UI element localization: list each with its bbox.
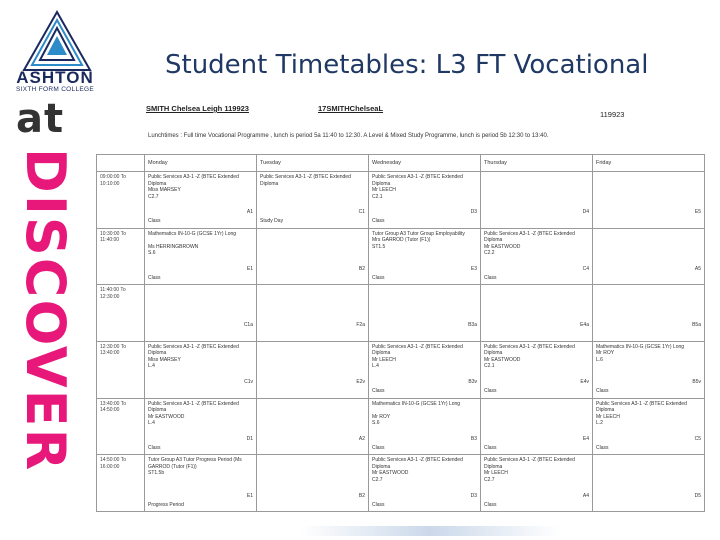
discover-wordmark: DISCOVER — [14, 148, 77, 473]
period-code: E4 — [582, 435, 589, 442]
time-slot-label: 12:30:00 To — [100, 343, 127, 350]
lesson-detail: Diploma — [596, 407, 615, 414]
lesson-detail: Mr EASTWOOD — [484, 356, 521, 363]
lesson-cell[interactable] — [369, 285, 481, 342]
lesson-type: Class — [148, 274, 161, 281]
lesson-detail: Diploma — [148, 407, 167, 414]
lesson-cell[interactable] — [481, 398, 593, 455]
lesson-cell[interactable] — [257, 285, 369, 342]
lesson-detail: C2.7 — [372, 476, 383, 483]
lesson-detail: L.6 — [596, 356, 603, 363]
lesson-detail: Mr LEECH — [372, 356, 396, 363]
lesson-cell[interactable] — [369, 228, 481, 285]
lesson-cell[interactable] — [257, 398, 369, 455]
lesson-type: Class — [484, 444, 497, 451]
period-code: E4a — [580, 322, 589, 329]
lesson-detail: C2.7 — [484, 476, 495, 483]
at-text: at — [16, 96, 65, 142]
lesson-type: Study Day — [260, 218, 284, 225]
lesson-cell[interactable] — [481, 285, 593, 342]
lesson-detail: Public Services A3-1 -Z (BTEC Extended — [484, 343, 575, 350]
lesson-detail: Mrs GARROD (Tutor (F1)) — [372, 237, 431, 244]
lesson-detail: Mr ROY — [596, 350, 615, 357]
lesson-type: Class — [148, 218, 161, 225]
lesson-detail: Public Services A3-1 -Z (BTEC Extended — [372, 174, 463, 180]
lesson-detail: C2.7 — [148, 193, 159, 200]
lesson-cell[interactable] — [257, 172, 369, 229]
lunch-note: Lunchtimes : Full time Vocational Programme , lunch is period 5a 11:40 to 12:30. A Level & Mixed Study Programme, lunch is period 5b 12:30 to 13:40. — [148, 133, 549, 139]
lesson-detail: Public Services A3-1 -Z (BTEC Extended — [148, 174, 239, 180]
day-header: Tuesday — [257, 155, 369, 172]
lesson-detail: Diploma — [148, 350, 167, 357]
period-code: D1 — [246, 435, 253, 442]
lesson-cell[interactable] — [481, 455, 593, 512]
timetable-row — [97, 228, 705, 285]
time-slot-label: 12:30:00 — [100, 293, 120, 300]
lesson-detail: C2.2 — [484, 250, 495, 257]
period-code: B5v — [692, 379, 701, 386]
lesson-detail: Miss MARSEY — [148, 187, 181, 193]
time-slot-cell — [97, 285, 145, 342]
lesson-cell[interactable] — [481, 228, 593, 285]
lesson-detail: Public Services A3-1 -Z (BTEC Extended — [484, 457, 575, 464]
period-code: B2 — [358, 492, 365, 499]
lesson-detail: Diploma — [484, 237, 503, 244]
lesson-detail: L.4 — [148, 420, 155, 427]
lesson-detail: Public Services A3-1 -Z (BTEC Extended — [596, 400, 687, 407]
period-code: E1 — [246, 265, 253, 272]
lesson-cell[interactable] — [257, 455, 369, 512]
corner-cell — [97, 155, 145, 172]
lesson-cell[interactable] — [593, 285, 705, 342]
lesson-detail: Ms HERRINGBROWN — [148, 243, 199, 250]
lesson-type: Class — [372, 274, 385, 281]
period-code: B2 — [358, 265, 365, 272]
lesson-detail: Diploma — [372, 463, 391, 470]
time-slot-label: 09:00:00 To — [100, 174, 127, 180]
time-slot-label: 14:50:00 — [100, 407, 120, 414]
lesson-cell[interactable] — [593, 228, 705, 285]
logo-name: ASHTON — [16, 68, 94, 87]
time-slot-cell — [97, 341, 145, 398]
period-code: B3v — [468, 379, 477, 386]
lesson-detail: Public Services A3-1 -Z (BTEC Extended — [148, 343, 239, 350]
lesson-detail: Mathematics IN-10-G (GCSE 1Yr) Long — [372, 400, 461, 407]
lesson-cell[interactable] — [481, 341, 593, 398]
lesson-type: Class — [372, 388, 385, 395]
period-code: B5a — [692, 322, 701, 329]
day-header: Wednesday — [369, 155, 481, 172]
student-name-code: SMITH Chelsea Leigh 119923 — [146, 104, 249, 113]
lesson-detail: S.6 — [372, 420, 380, 427]
period-code: C1a — [243, 322, 253, 329]
timetable-row — [97, 341, 705, 398]
lesson-type: Class — [148, 444, 161, 451]
period-code: D4 — [582, 209, 589, 216]
period-code: C1 — [358, 209, 365, 216]
lesson-detail: Miss MARSEY — [148, 356, 181, 363]
lesson-detail: Mathematics IN-10-G (GCSE 1Yr) Long — [596, 343, 685, 350]
time-slot-cell — [97, 228, 145, 285]
lesson-detail: Public Services A3-1 -Z (BTEC Extended — [372, 343, 463, 350]
timetable-row — [97, 285, 705, 342]
lesson-cell[interactable] — [145, 398, 257, 455]
lesson-type: Class — [372, 501, 385, 508]
lesson-cell[interactable] — [593, 398, 705, 455]
period-code: D3 — [470, 492, 477, 499]
lesson-cell[interactable] — [145, 455, 257, 512]
logo-subtitle: SIXTH FORM COLLEGE — [16, 86, 94, 93]
lesson-detail: Mr LEECH — [596, 413, 620, 420]
lesson-type: Class — [484, 501, 497, 508]
lesson-detail: C2.1 — [372, 193, 383, 200]
page-title: Student Timetables: L3 FT Vocational — [165, 50, 649, 80]
lesson-cell[interactable] — [593, 172, 705, 229]
lesson-detail: ST1.5 — [372, 243, 386, 250]
time-slot-label: 10:30:00 To — [100, 230, 127, 237]
lesson-type: Class — [372, 444, 385, 451]
lesson-cell[interactable] — [369, 172, 481, 229]
time-slot-label: 14:50:00 To — [100, 457, 127, 464]
lesson-type: Class — [484, 274, 497, 281]
lesson-type: Progress Period — [148, 501, 184, 508]
lesson-detail: Mr EASTWOOD — [148, 413, 185, 420]
period-code: A2 — [358, 435, 365, 442]
lesson-detail: Diploma — [372, 350, 391, 357]
time-slot-label: 13:40:00 To — [100, 400, 127, 407]
lesson-detail: Public Services A3-1 -Z (BTEC Extended — [148, 400, 239, 407]
lesson-detail: L.2 — [596, 420, 603, 427]
lesson-cell[interactable] — [481, 172, 593, 229]
lesson-detail: Public Services A3-1 -Z (BTEC Extended — [484, 230, 575, 237]
time-slot-cell — [97, 455, 145, 512]
period-code: E2v — [356, 379, 365, 386]
period-code: B3a — [468, 322, 477, 329]
lesson-type: Class — [372, 218, 385, 225]
period-code: E3 — [470, 265, 477, 272]
time-slot-label: 11:40:00 — [100, 237, 120, 244]
lesson-type: Class — [484, 388, 497, 395]
lesson-type: Class — [596, 388, 609, 395]
lesson-detail: Diploma — [372, 180, 391, 187]
lesson-cell[interactable] — [145, 172, 257, 229]
period-code: A4 — [582, 492, 589, 499]
lesson-detail: GARROD (Tutor (F1)) — [148, 463, 197, 470]
lesson-detail: Mr EASTWOOD — [372, 470, 409, 477]
time-slot-label: 11:40:00 To — [100, 287, 126, 294]
period-code: D3 — [470, 209, 477, 216]
lesson-detail: Mathematics IN-10-G (GCSE 1Yr) Long — [148, 230, 237, 237]
day-header: Friday — [593, 155, 705, 172]
lesson-cell[interactable] — [369, 398, 481, 455]
lesson-detail: Diploma — [260, 180, 279, 187]
timetable-row — [97, 398, 705, 455]
page-edge-decoration — [704, 140, 716, 320]
lesson-cell[interactable] — [145, 228, 257, 285]
lesson-detail: ST1.5b — [148, 470, 165, 477]
time-slot-cell — [97, 172, 145, 229]
period-code: C1v — [244, 379, 253, 386]
lesson-detail: Mr LEECH — [484, 470, 508, 477]
lesson-detail: L.4 — [372, 363, 379, 370]
time-slot-cell — [97, 398, 145, 455]
timetable-grid — [96, 154, 705, 512]
lesson-detail: L.4 — [148, 363, 155, 370]
day-header: Monday — [145, 155, 257, 172]
timetable-id: 17SMITHChelseaL — [318, 104, 384, 113]
lesson-detail: Mr LEECH — [372, 187, 396, 193]
lesson-type: Class — [596, 444, 609, 451]
lesson-detail: Public Services A3-1 -Z (BTEC Extended — [260, 174, 351, 180]
lesson-detail: Tutor Group A3 Tutor Progress Period (Ms — [148, 457, 242, 464]
lesson-cell[interactable] — [145, 285, 257, 342]
lesson-cell[interactable] — [145, 341, 257, 398]
lesson-cell[interactable] — [257, 341, 369, 398]
lesson-detail: Mr ROY — [372, 413, 391, 420]
day-header: Thursday — [481, 155, 593, 172]
period-code: B3 — [470, 435, 477, 442]
lesson-detail: Diploma — [484, 350, 503, 357]
lesson-detail: Diploma — [484, 463, 503, 470]
period-code: E4v — [580, 379, 589, 386]
lesson-detail: Mr EASTWOOD — [484, 243, 521, 250]
timetable-row — [97, 172, 705, 229]
bottom-decoration — [300, 526, 560, 536]
lesson-detail: Diploma — [148, 180, 167, 187]
period-code: F2a — [356, 322, 365, 329]
period-code: A5 — [694, 265, 701, 272]
lesson-cell[interactable] — [369, 341, 481, 398]
period-code: E1 — [246, 492, 253, 499]
student-number: 119923 — [600, 110, 625, 119]
period-code: E5 — [694, 209, 701, 216]
timetable-row — [97, 455, 705, 512]
time-slot-label: 10:10:00 — [100, 180, 120, 187]
lesson-detail: Tutor Group A3 Tutor Group Employability — [372, 230, 465, 237]
lesson-detail: S.6 — [148, 250, 156, 257]
period-code: A1 — [246, 209, 253, 216]
period-code: C5 — [694, 435, 701, 442]
period-code: D5 — [694, 492, 701, 499]
lesson-detail: Public Services A3-1 -Z (BTEC Extended — [372, 457, 463, 464]
lesson-cell[interactable] — [369, 455, 481, 512]
period-code: C4 — [582, 265, 589, 272]
time-slot-label: 16:00:00 — [100, 463, 120, 470]
lesson-cell[interactable] — [257, 228, 369, 285]
time-slot-label: 13:40:00 — [100, 350, 120, 357]
lesson-cell[interactable] — [593, 341, 705, 398]
timetable-header-row — [97, 155, 705, 172]
lesson-cell[interactable] — [593, 455, 705, 512]
lesson-detail: C2.1 — [484, 363, 495, 370]
